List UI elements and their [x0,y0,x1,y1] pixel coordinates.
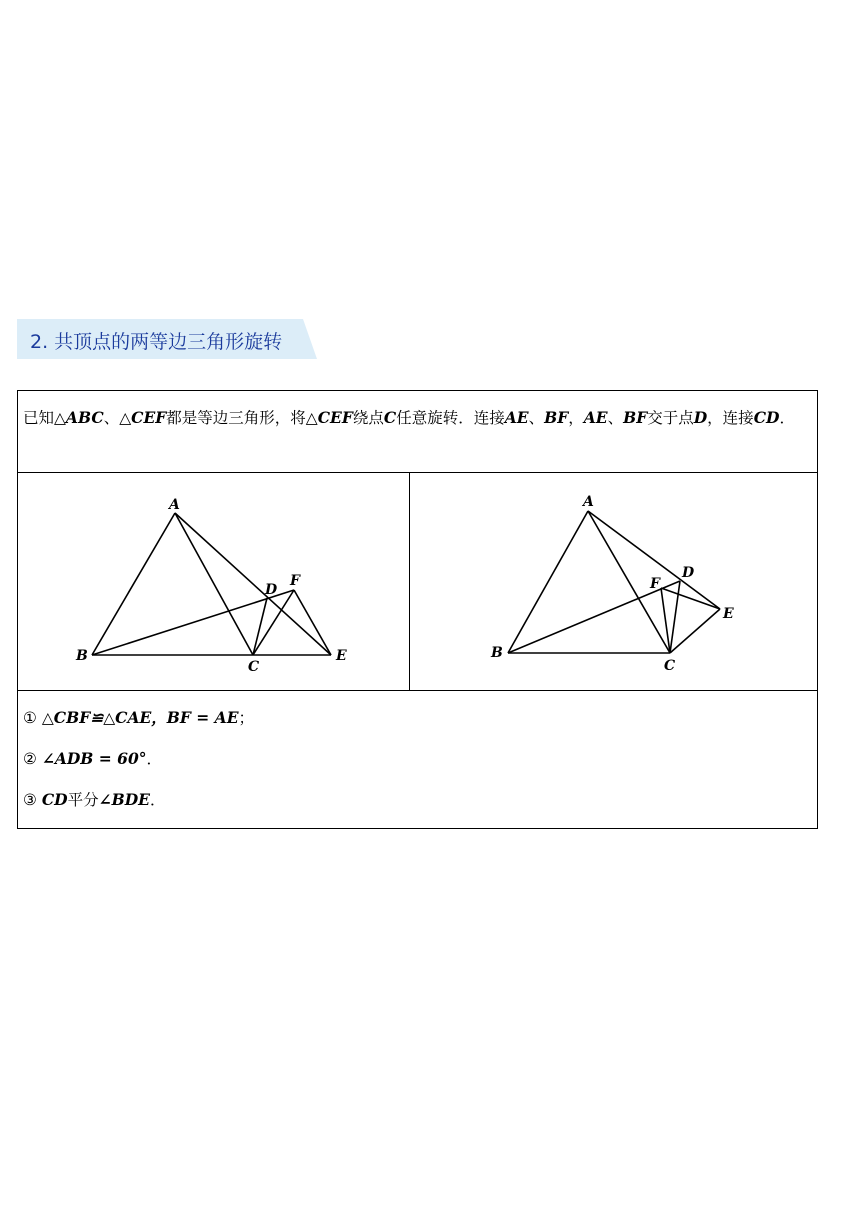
conclusion-number: ③ [23,791,37,809]
label-E: E [336,648,347,664]
figure-1 [18,473,410,690]
label-A: A [583,494,594,510]
segment-AB [508,511,588,653]
conclusion-2 [23,738,812,779]
label-A: A [169,497,180,513]
label-D: D [265,582,278,598]
segment-AC [175,513,253,655]
given-math: BF [544,408,569,427]
segment-CE [670,609,720,653]
given-math: △CEF [119,408,167,427]
given-text: 任意旋转．连接 [396,409,505,427]
given-text: 已知 [23,409,55,427]
conclusion-number: ① [23,709,37,727]
segment-CF [253,590,294,655]
given-text: ． [779,409,795,427]
segment-FE [294,590,331,655]
given-text: 都是等边三角形，将 [166,409,306,427]
label-B: B [76,648,88,664]
conclusion-math: △CBF≌△CAE，BF = AE [41,708,239,727]
given-text: 、 [607,409,624,427]
label-E: E [723,606,734,622]
conclusion-text: ． [146,750,163,768]
label-C: C [248,659,260,675]
conclusion-math: ∠ADB = 60° [41,749,147,768]
label-D: D [682,565,695,581]
given-math: △CEF [305,408,353,427]
figure-2-cell [410,473,818,691]
segment-FE [661,588,720,609]
given-math: D [693,408,708,427]
label-F: F [290,573,300,589]
given-math: AE [583,408,608,427]
given-text: 、 [103,409,120,427]
conclusion-text: 平分 [67,791,99,809]
conclusion-text: ． [149,791,166,809]
conclusion-math: CD [41,790,68,809]
segment-AE [588,511,720,609]
section-header [17,319,317,359]
segment-CF [661,588,670,653]
given-text: ，连接 [707,409,754,427]
conclusion-math: ∠BDE [98,790,150,809]
given-text: ， [568,409,584,427]
problem-table [17,390,818,829]
conclusions [18,691,818,829]
given-math: BF [623,408,648,427]
conclusion-text: ； [238,709,255,727]
given-text: 绕点 [352,409,384,427]
given-text: 、 [528,409,545,427]
figure-1-cell [18,473,410,691]
section-title: 2. 共顶点的两等边三角形旋转 [30,331,283,353]
label-B: B [491,645,503,661]
label-C: C [664,658,676,674]
conclusion-1 [23,697,812,738]
given-math: △ABC [54,408,104,427]
segment-AE [175,513,331,655]
segment-CD [253,598,267,655]
conclusion-3 [23,779,812,820]
given-math: AE [504,408,529,427]
figure-2 [410,473,818,690]
given-math: C [383,408,397,427]
segment-AB [92,513,175,655]
given-math: CD [753,408,780,427]
conclusion-number: ② [23,750,37,768]
given-statement [18,391,818,473]
segment-BF [92,590,294,655]
given-text: 交于点 [647,409,694,427]
label-F: F [650,576,660,592]
